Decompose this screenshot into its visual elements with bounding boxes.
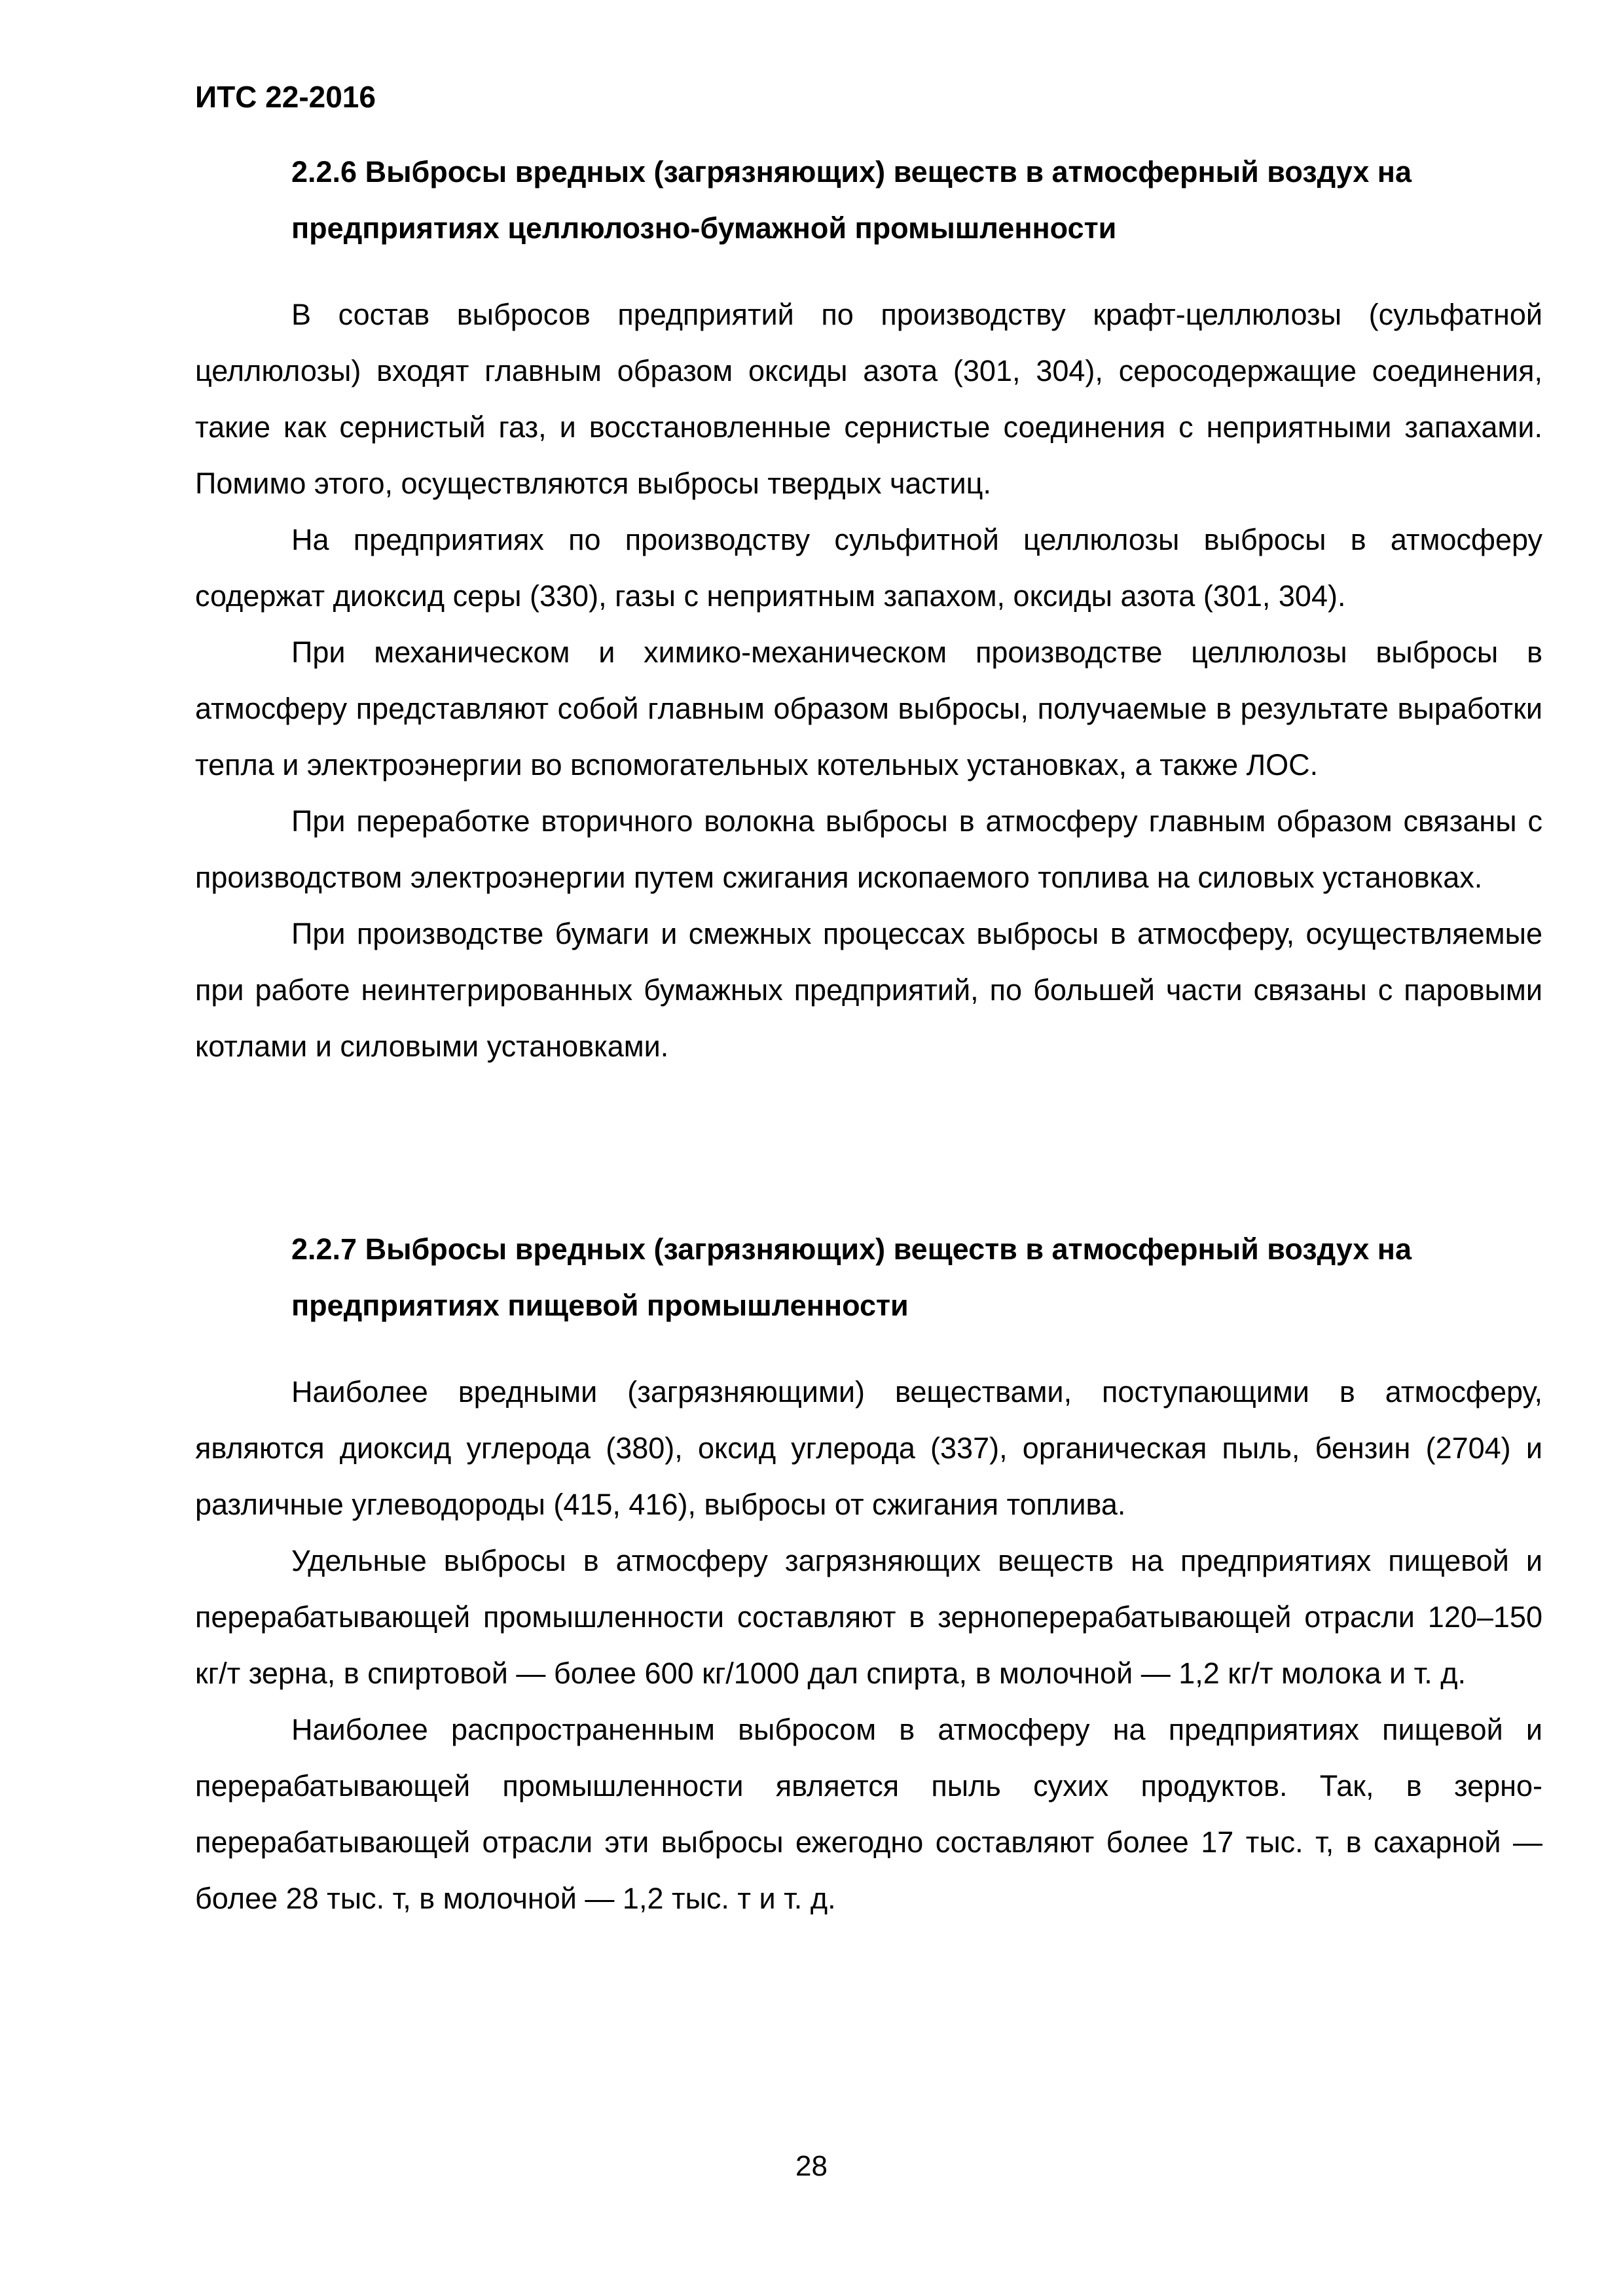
section-heading: 2.2.7 Выбросы вредных (загрязняющих) веществ в атмосферный воздух на предприятиях пищевой промышленности	[291, 1232, 1412, 1322]
section-2-2-6	[195, 144, 1542, 1075]
paragraph: Наиболее вредными (загрязняющими) веществами, поступающими в атмосферу, являются диоксид углерода (380), оксид углерода (337), органическая пыль, бензин (2704) и различные углеводороды (415, 416), выбросы от сжигания топлива.	[195, 1375, 1542, 1521]
paragraph: При механическом и химико-механическом производстве целлюлозы выбросы в атмосферу представляют собой главным образом выбросы, получаемые в результате выработки тепла и электроэнергии во вспомогательных котельных установках, а также ЛОС.	[195, 636, 1542, 781]
paragraph: Наиболее распространенным выбросом в атмосферу на предприятиях пищевой и перерабатывающей промышленности является пыль сухих продуктов. Так, в зерноперерабатывающей отрасли эти выбросы ежегодно составляют более 17 тыс. т, в сахарной — более 28 тыс. т, в молочной — 1,2 тыс. т и т. д.	[195, 1713, 1542, 1915]
paragraph: При производстве бумаги и смежных процессах выбросы в атмосферу, осуществляемые при работе неинтегрированных бумажных предприятий, по большей части связаны с паровыми котлами и силовыми установками.	[195, 917, 1542, 1063]
section-heading: 2.2.6 Выбросы вредных (загрязняющих) веществ в атмосферный воздух на предприятиях целлюлозно-бумажной промышленности	[291, 155, 1412, 245]
paragraph: Удельные выбросы в атмосферу загрязняющих веществ на предприятиях пищевой и перерабатывающей промышленности составляют в зерноперерабатывающей отрасли 120–150 кг/т зерна, в спиртовой — более 600 кг/1000 дал спирта, в молочной — 1,2 кг/т молока и т. д.	[195, 1544, 1542, 1690]
page-number: 28	[795, 2150, 828, 2182]
section-2-2-7	[195, 1221, 1542, 1927]
paragraph: В состав выбросов предприятий по производству крафт-целлюлозы (сульфатной целлюлозы) входят главным образом оксиды азота (301, 304), серосодержащие соединения, такие как сернистый газ, и восстановленные сернистые соединения с неприятными запахами. Помимо этого, осуществляются выбросы твердых частиц.	[195, 298, 1542, 500]
paragraph: На предприятиях по производству сульфитной целлюлозы выбросы в атмосферу содержат диоксид серы (330), газы с неприятным запахом, оксиды азота (301, 304).	[195, 523, 1542, 613]
document-code: ИТС 22-2016	[195, 80, 376, 114]
paragraph: При переработке вторичного волокна выбросы в атмосферу главным образом связаны с производством электроэнергии путем сжигания ископаемого топлива на силовых установках.	[195, 804, 1542, 894]
